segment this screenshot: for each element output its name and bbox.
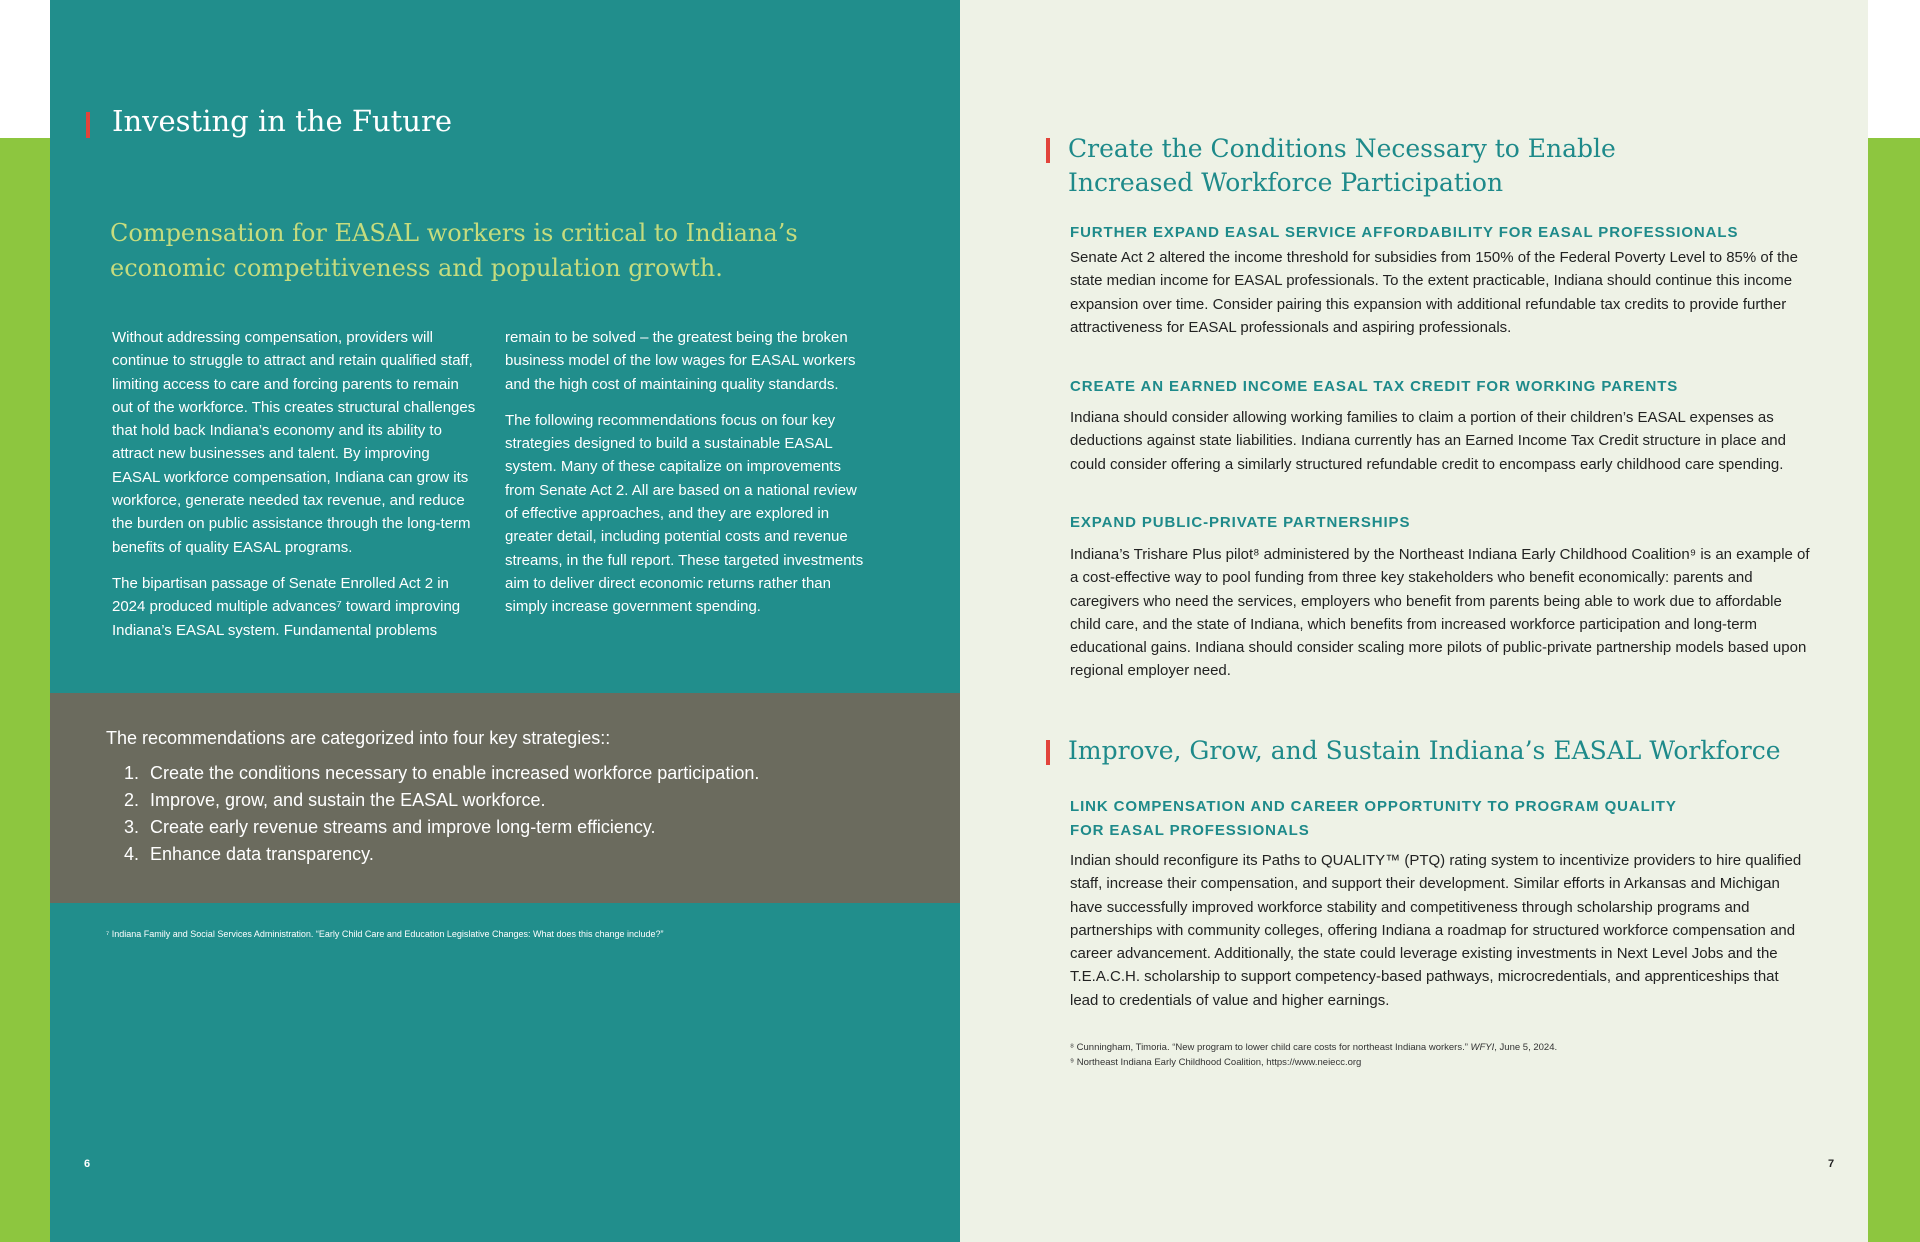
list-text: Create the conditions necessary to enable increased workforce participation. bbox=[150, 763, 760, 783]
subheading-line: LINK COMPENSATION AND CAREER OPPORTUNITY TO PROGRAM QUALITY bbox=[1070, 798, 1677, 815]
footnote-text: ⁸ Cunningham, Timoria. “New program to lower child care costs for northeast Indiana workers.” bbox=[1070, 1042, 1471, 1053]
paragraph: The bipartisan passage of Senate Enrolled Act 2 in 2024 produced multiple advances⁷ toward improving Indiana’s EASAL system. Fundamental problems bbox=[112, 574, 461, 639]
footnote-8 bbox=[1070, 1040, 1557, 1055]
body-column-1 bbox=[112, 326, 478, 655]
list-number: 4. bbox=[124, 844, 140, 864]
list-number: 3. bbox=[124, 817, 140, 837]
heading-accent-bar bbox=[1046, 138, 1050, 163]
section-heading-line: Create the Conditions Necessary to Enable bbox=[1068, 134, 1616, 163]
body-paragraph: Indiana should consider allowing working families to claim a portion of their children’s EASAL expenses as deductions against state liabilities. Indiana currently has an Earned Income Tax Credit structure in place and could consider offering a similarly structured refundable credit to encompass early childhood care spending. bbox=[1070, 409, 1786, 473]
paragraph: Without addressing compensation, providers will continue to struggle to attract and retain qualified staff, limiting access to care and forcing parents to remain out of the workforce. This creates structural challenges that hold back Indiana’s economy and its ability to attract new businesses and talent. By improving EASAL workforce compensation, Indiana can grow its workforce, generate needed tax revenue, and reduce the burden on public assistance through the long-term benefits of quality EASAL programs. bbox=[112, 329, 476, 556]
list-item bbox=[124, 760, 759, 787]
footnote-source: WFYI bbox=[1470, 1042, 1495, 1053]
right-green-edge bbox=[1868, 138, 1920, 1242]
footnote-text: , June 5, 2024. bbox=[1494, 1042, 1558, 1053]
body-paragraph: Indian should reconfigure its Paths to QUALITY™ (PTQ) rating system to incentivize providers to hire qualified staff, increase their compensation, and support their development. Similar efforts in Arkansas and Michigan have successfully improved workforce stability and competitiveness through scholarship programs and partnerships with community colleges, offering Indiana a roadmap for structured workforce compensation and career advancement. Additionally, the state could leverage existing investments in Next Level Jobs and the T.E.A.C.H. scholarship to support competency-based pathways, microcredentials, and apprenticeships that lead to credentials of value and higher earnings. bbox=[1070, 852, 1802, 1009]
heading-accent-bar bbox=[1046, 740, 1050, 765]
footnote-7: ⁷ Indiana Family and Social Services Administration. “Early Child Care and Education Legislative Changes: What does this change include?” bbox=[106, 929, 664, 939]
subheading: FURTHER EXPAND EASAL SERVICE AFFORDABILITY FOR EASAL PROFESSIONALS bbox=[1070, 224, 1739, 241]
body-column-2 bbox=[505, 326, 870, 632]
page-number: 6 bbox=[84, 1158, 91, 1170]
left-green-edge bbox=[0, 138, 50, 1242]
subheading: EXPAND PUBLIC-PRIVATE PARTNERSHIPS bbox=[1070, 514, 1411, 531]
strategies-heading: The recommendations are categorized into four key strategies:: bbox=[106, 728, 611, 748]
subheading: CREATE AN EARNED INCOME EASAL TAX CREDIT FOR WORKING PARENTS bbox=[1070, 378, 1679, 395]
section-heading: Improve, Grow, and Sustain Indiana’s EASAL Workforce bbox=[1068, 736, 1781, 765]
page-number: 7 bbox=[1828, 1158, 1835, 1170]
body-paragraph: Senate Act 2 altered the income threshold for subsidies from 150% of the Federal Poverty Level to 85% of the state median income for EASAL professionals. To the extent practicable, Indiana should continue this income expansion over time. Consider pairing this expansion with additional refundable tax credits to provide further attractiveness for EASAL professionals and aspiring professionals. bbox=[1070, 249, 1798, 336]
list-number: 2. bbox=[124, 790, 140, 810]
list-text: Enhance data transparency. bbox=[150, 844, 374, 864]
section-heading-line: Increased Workforce Participation bbox=[1068, 168, 1504, 197]
list-text: Create early revenue streams and improve long-term efficiency. bbox=[150, 817, 656, 837]
body-paragraph: Indiana’s Trishare Plus pilot⁸ administered by the Northeast Indiana Early Childhood Coalition⁹ is an example of a cost-effective way to pool funding from three key stakeholders who benefit economically: parents and caregivers who need the services, employers who benefit from parents being able to work due to affordable child care, and the state of Indiana, which benefits from increased workforce participation and long-term educational gains. Indiana should consider scaling more pilots of public-private partnership models based upon regional employer need. bbox=[1070, 546, 1810, 680]
subheading bbox=[1070, 795, 1677, 843]
list-item bbox=[124, 841, 759, 868]
list-item bbox=[124, 787, 759, 814]
list-text: Improve, grow, and sustain the EASAL workforce. bbox=[150, 790, 546, 810]
paragraph: remain to be solved – the greatest being the broken business model of the low wages for EASAL workers and the high cost of maintaining quality standards. bbox=[505, 329, 856, 393]
paragraph: The following recommendations focus on four key strategies designed to build a sustainable EASAL system. Many of these capitalize on improvements from Senate Act 2. All are based on a national review of effective approaches, and they are explored in greater detail, including potential costs and revenue streams, in the full report. These targeted investments aim to deliver direct economic returns rather than simply increase government spending. bbox=[505, 411, 864, 616]
list-number: 1. bbox=[124, 763, 140, 783]
lead-statement: Compensation for EASAL workers is critical to Indiana’s economic competitiveness and population growth. bbox=[110, 219, 798, 282]
subheading-line: FOR EASAL PROFESSIONALS bbox=[1070, 822, 1310, 839]
strategies-list bbox=[124, 760, 759, 868]
footnote-9: ⁹ Northeast Indiana Early Childhood Coalition, https://www.neiecc.org bbox=[1070, 1057, 1362, 1068]
heading-accent-bar bbox=[86, 112, 90, 138]
page-title: Investing in the Future bbox=[112, 104, 452, 138]
section-heading bbox=[1068, 132, 1616, 200]
list-item bbox=[124, 814, 759, 841]
